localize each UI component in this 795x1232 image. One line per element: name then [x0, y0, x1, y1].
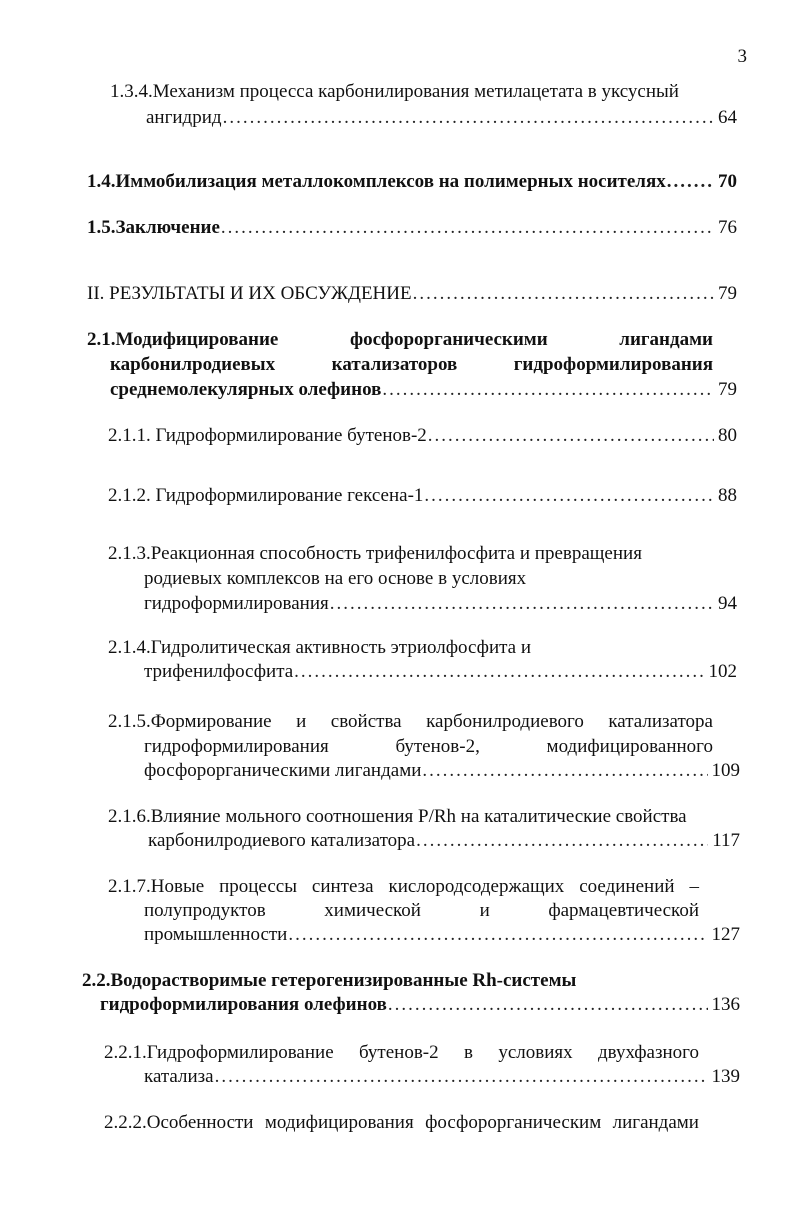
toc-text: карбонилродиевого катализатора: [148, 830, 416, 851]
word: лигандами: [612, 1112, 699, 1133]
dot-leader: [288, 923, 707, 947]
word: 2.1.7.Новые: [108, 876, 205, 897]
toc-entry-2-1-1: [108, 424, 737, 448]
page-ref: 76: [718, 217, 737, 238]
page-ref: 79: [718, 283, 737, 304]
word: свойства: [330, 711, 402, 732]
page-ref: 127: [711, 924, 740, 945]
toc-leader-line: [144, 592, 737, 616]
page-ref: 117: [712, 830, 740, 851]
toc-text: 1.3.4.Механизм процесса карбонилирования метилацетата в уксусный: [110, 81, 679, 102]
page-ref: 109: [711, 760, 740, 781]
word: гидроформилирования: [144, 736, 329, 757]
word: бутенов-2: [358, 1042, 439, 1063]
dot-leader: [382, 378, 714, 402]
word: 2.1.Модифицирование: [87, 329, 279, 350]
word: соединений: [579, 876, 675, 897]
word: процессы: [219, 876, 297, 897]
toc-text: промышленности: [144, 924, 288, 945]
dot-leader: [330, 592, 714, 616]
dot-leader: [422, 759, 707, 783]
page-ref: 70: [718, 171, 737, 192]
word: синтеза: [311, 876, 374, 897]
word: полупродуктов: [144, 900, 266, 921]
dot-leader: [667, 170, 714, 194]
page-ref: 139: [711, 1066, 740, 1087]
page-number: 3: [737, 46, 747, 67]
word: 2.1.5.Формирование: [108, 711, 272, 732]
toc-text: трифенилфосфита: [144, 661, 294, 682]
toc-justified-line: [108, 710, 713, 734]
word: модифицированного: [546, 736, 713, 757]
toc-leader-line: [100, 993, 740, 1017]
toc-justified-line: [104, 1041, 699, 1065]
toc-text: II. РЕЗУЛЬТАТЫ И ИХ ОБСУЖДЕНИЕ: [87, 283, 412, 304]
toc-justified-line: [87, 328, 713, 352]
toc-justified-line: [108, 875, 699, 899]
dot-leader: [294, 660, 704, 684]
dot-leader: [221, 216, 714, 240]
dot-leader: [413, 282, 714, 306]
dot-leader: [215, 1065, 708, 1089]
dot-leader: [223, 106, 714, 130]
toc-leader-line: [144, 1065, 740, 1089]
toc-entry-2-1-2: [108, 484, 737, 508]
toc-text: гидроформилирования: [144, 593, 329, 614]
word: кислородсодержащих: [388, 876, 565, 897]
word: и: [479, 900, 490, 921]
toc-text: 2.1.3.Реакционная способность трифенилфосфита и превращения: [108, 543, 642, 564]
toc-entry-2-2-2: [104, 1111, 699, 1135]
page-ref: 102: [708, 661, 737, 682]
word: условиях: [498, 1042, 573, 1063]
toc-text: 1.5.Заключение: [87, 217, 220, 238]
toc-leader-line: [144, 660, 737, 684]
toc-leader-line: [146, 106, 737, 130]
toc-text: среднемолекулярных олефинов: [110, 379, 382, 400]
word: катализатора: [608, 711, 713, 732]
toc-leader-line: [144, 759, 740, 783]
toc-text: фосфорорганическими лигандами: [144, 760, 422, 781]
toc-text: 2.1.4.Гидролитическая активность этриолфосфита и: [108, 637, 532, 658]
toc-text: катализа: [144, 1066, 214, 1087]
toc-text: 1.4.Иммобилизация металлокомплексов на полимерных носителях: [87, 171, 666, 192]
word: модифицирования: [264, 1112, 414, 1133]
word: карбонилродиевых: [110, 354, 276, 375]
toc-leader-line: [110, 378, 737, 402]
word: карбонилродиевого: [426, 711, 584, 732]
word: фосфорорганическими: [349, 329, 548, 350]
toc-text: ангидрид: [146, 107, 222, 128]
word: –: [689, 876, 699, 897]
toc-justified-line: [110, 353, 713, 377]
toc-entry-1-4: [87, 170, 737, 194]
toc-justified-line: [144, 735, 713, 759]
toc-entry-1-5: [87, 216, 737, 240]
word: гидроформилирования: [513, 354, 713, 375]
toc-text: 2.2.Водорастворимые гетерогенизированные Rh-системы: [82, 970, 577, 991]
word: катализаторов: [331, 354, 458, 375]
toc-text: 2.1.2. Гидроформилирование гексена-1: [108, 485, 424, 506]
toc-text: родиевых комплексов на его основе в условиях: [144, 568, 527, 589]
word: бутенов-2,: [395, 736, 480, 757]
page-ref: 79: [718, 379, 737, 400]
toc-text: 2.1.1. Гидроформилирование бутенов-2: [108, 425, 427, 446]
word: лигандами: [619, 329, 713, 350]
dot-leader: [388, 993, 708, 1017]
page-ref: 64: [718, 107, 737, 128]
word: в: [463, 1042, 473, 1063]
page-ref: 136: [711, 994, 740, 1015]
word: фосфорорганическим: [425, 1112, 602, 1133]
toc-text: 2.1.6.Влияние мольного соотношения P/Rh на каталитические свойства: [108, 806, 687, 827]
toc-leader-line: [148, 829, 740, 853]
word: химической: [324, 900, 421, 921]
word: фармацевтической: [548, 900, 699, 921]
dot-leader: [428, 424, 714, 448]
page-ref: 88: [718, 485, 737, 506]
dot-leader: [424, 484, 714, 508]
page-ref: 80: [718, 425, 737, 446]
word: и: [296, 711, 307, 732]
word: 2.2.2.Особенности: [104, 1112, 254, 1133]
dot-leader: [416, 829, 708, 853]
page-ref: 94: [718, 593, 737, 614]
toc-text: гидроформилирования олефинов: [100, 994, 387, 1015]
toc-entry-ii: [87, 282, 737, 306]
word: 2.2.1.Гидроформилирование: [104, 1042, 334, 1063]
toc-leader-line: [144, 923, 740, 947]
toc-justified-line: [144, 899, 699, 923]
word: двухфазного: [597, 1042, 699, 1063]
